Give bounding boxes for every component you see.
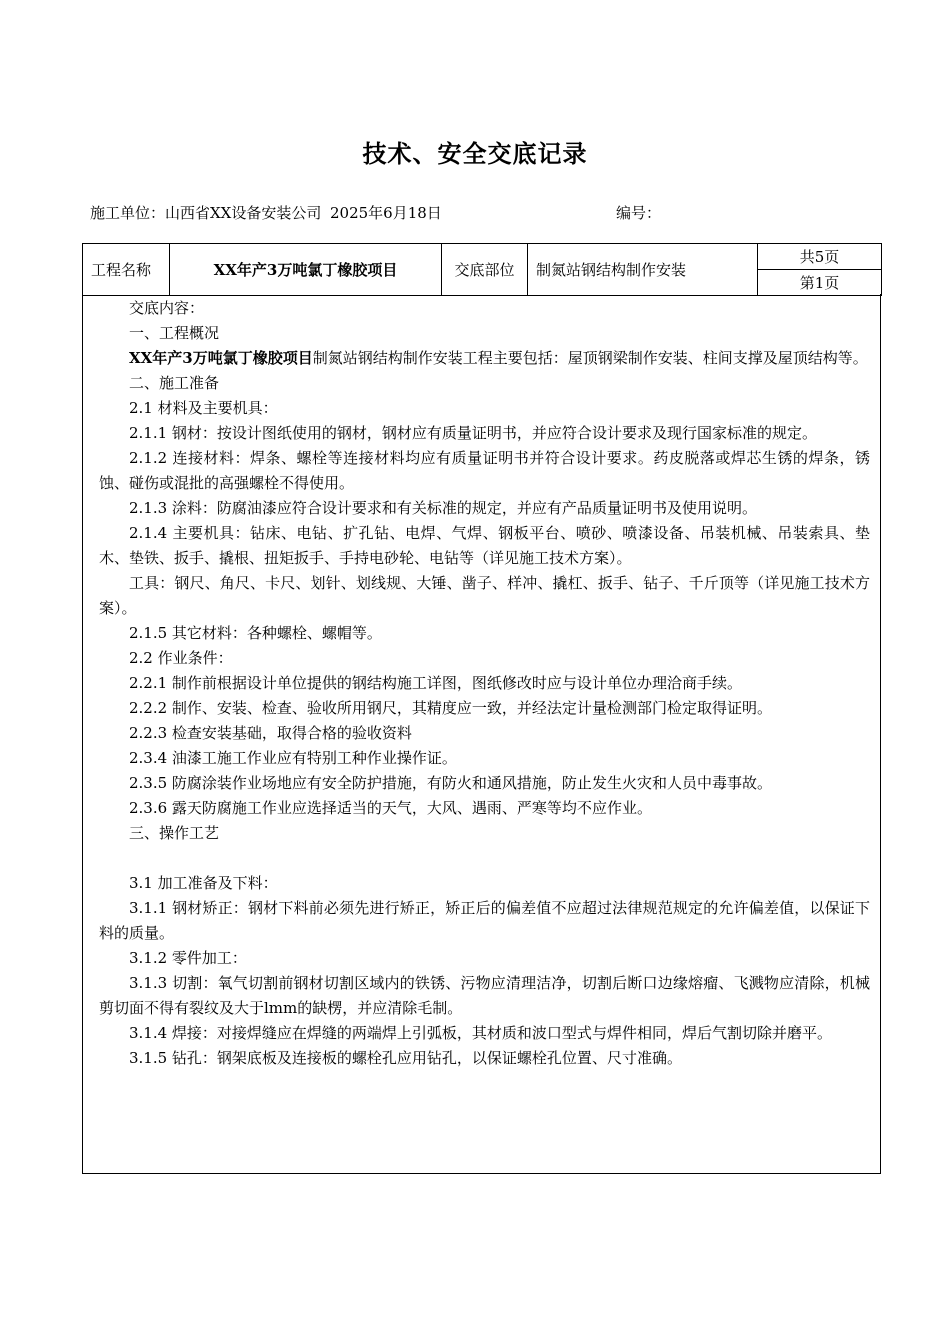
disclosure-part-label: 交底部位	[442, 244, 528, 296]
construction-unit: 施工单位：山西省XX设备安装公司	[90, 204, 322, 222]
total-pages: 共5页	[758, 244, 882, 270]
paragraph-3-1-5: 3.1.5 钻孔：钢架底板及连接板的螺栓孔应用钻孔，以保证螺栓孔位置、尺寸准确。	[129, 1049, 682, 1067]
project-name-value: XX年产3万吨氯丁橡胶项目	[170, 244, 442, 296]
document-meta	[90, 202, 870, 224]
section-2-title: 二、施工准备	[129, 374, 220, 392]
document-number-label: 编号：	[616, 204, 662, 222]
content-intro: 交底内容：	[129, 299, 205, 317]
paragraph-2-1-5: 2.1.5 其它材料：各种螺栓、螺帽等。	[129, 624, 382, 642]
document-date: 2025年6月18日	[330, 204, 442, 222]
paragraph-3-1-2: 3.1.2 零件加工：	[129, 949, 247, 967]
paragraph-2-2-1: 2.2.1 制作前根据设计单位提供的钢结构施工详图，图纸修改时应与设计单位办理洽商手续。	[129, 674, 742, 692]
section-1-paragraph	[99, 346, 870, 371]
page-number: 第1页	[758, 270, 882, 296]
disclosure-content	[82, 294, 881, 1174]
project-name-label: 工程名称	[83, 244, 170, 296]
paragraph-3-1: 3.1 加工准备及下料：	[129, 874, 278, 892]
section-3-title: 三、操作工艺	[129, 824, 220, 842]
paragraph-2-2-2: 2.2.2 制作、安装、检查、验收所用钢尺，其精度应一致，并经法定计量检测部门检定取得证明。	[129, 699, 772, 717]
paragraph-2-2-3: 2.2.3 检查安装基础，取得合格的验收资料	[129, 724, 412, 742]
paragraph-2-3-5: 2.3.5 防腐涂装作业场地应有安全防护措施，有防火和通风措施，防止发生火灾和人员中毒事故。	[129, 774, 772, 792]
paragraph-tools: 工具：钢尺、角尺、卡尺、划针、划线规、大锤、凿子、样冲、撬杠、扳手、钻子、千斤顶等（详见施工技术方案）。	[99, 574, 870, 617]
section-1-text: 制氮站钢结构制作安装工程主要包括：屋顶钢梁制作安装、柱间支撑及屋顶结构等。	[312, 349, 868, 367]
paragraph-2-1-3: 2.1.3 涂料：防腐油漆应符合设计要求和有关标准的规定，并应有产品质量证明书及使用说明。	[129, 499, 757, 517]
paragraph-2-3-6: 2.3.6 露天防腐施工作业应选择适当的天气，大风、遇雨、严寒等均不应作业。	[129, 799, 652, 817]
paragraph-2-3-4: 2.3.4 油漆工施工作业应有特别工种作业操作证。	[129, 749, 457, 767]
section-1-title: 一、工程概况	[129, 324, 220, 342]
project-name-bold: XX年产3万吨氯丁橡胶项目	[129, 349, 313, 367]
paragraph-2-1-4: 2.1.4 主要机具：钻床、电钻、扩孔钻、电焊、气焊、钢板平台、喷砂、喷漆设备、吊装机械、吊装索具、垫木、垫铁、扳手、撬根、扭矩扳手、手持电砂轮、电钻等（详见施工技术方案）。	[99, 524, 870, 567]
document-title: 技术、安全交底记录	[362, 140, 588, 168]
header-table	[82, 243, 882, 296]
disclosure-part-value: 制氮站钢结构制作安装	[528, 244, 758, 296]
paragraph-2-1: 2.1 材料及主要机具：	[129, 399, 278, 417]
blank-line	[99, 846, 870, 871]
paragraph-3-1-1: 3.1.1 钢材矫正：钢材下料前必须先进行矫正，矫正后的偏差值不应超过法律规范规定的允许偏差值，以保证下料的质量。	[99, 899, 870, 942]
paragraph-3-1-3: 3.1.3 切割：氧气切割前钢材切割区域内的铁锈、污物应清理洁净，切割后断口边缘熔瘤、飞溅物应清除，机械剪切面不得有裂纹及大于lmm的缺楞，并应清除毛制。	[99, 974, 870, 1017]
paragraph-3-1-4: 3.1.4 焊接：对接焊缝应在焊缝的两端焊上引弧板，其材质和波口型式与焊件相同，焊后气割切除并磨平。	[129, 1024, 832, 1042]
paragraph-2-2: 2.2 作业条件：	[129, 649, 233, 667]
paragraph-2-1-2: 2.1.2 连接材料：焊条、螺栓等连接材料均应有质量证明书并符合设计要求。药皮脱落或焊芯生锈的焊条，锈蚀、碰伤或混批的高强螺栓不得使用。	[99, 449, 870, 492]
paragraph-2-1-1: 2.1.1 钢材：按设计图纸使用的钢材，钢材应有质量证明书，并应符合设计要求及现行国家标准的规定。	[129, 424, 817, 442]
